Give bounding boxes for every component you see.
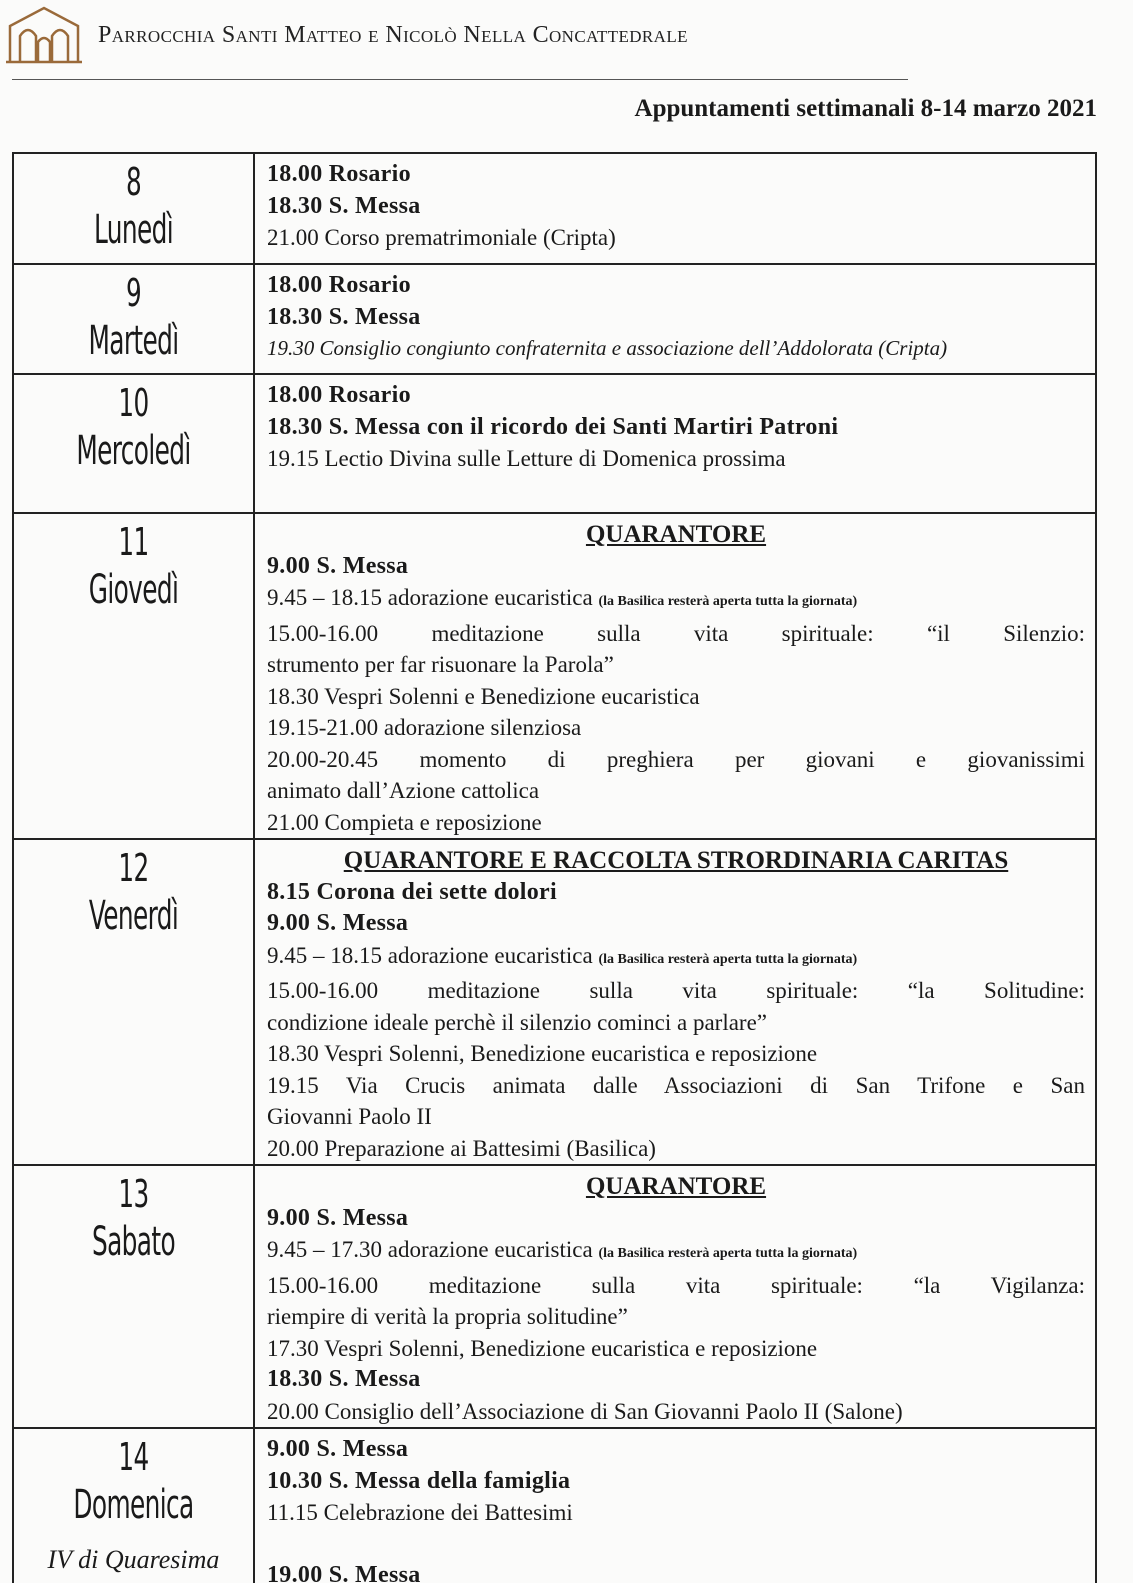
event-line [267, 1529, 1085, 1561]
event-line [267, 551, 1085, 583]
event-line [267, 775, 1085, 807]
event-text: 20.00-20.45 momento di preghiera per giovani e giovanissimi [267, 746, 1085, 772]
events-cell [254, 374, 1096, 513]
event-line [267, 443, 1085, 475]
schedule-row [13, 374, 1096, 513]
event-line [267, 975, 1085, 1007]
events-cell [254, 513, 1096, 839]
day-name: Martedì [88, 318, 179, 364]
day-heading [267, 845, 1085, 877]
event-note: (la Basilica resterà aperta tutta la giornata) [598, 594, 858, 609]
day-cell [13, 264, 254, 374]
event-line [267, 302, 1085, 334]
event-text: 9.45 – 18.15 adorazione eucaristica [267, 585, 599, 610]
day-cell [13, 839, 254, 1165]
header-divider [12, 79, 908, 80]
event-text: 15.00-16.00 meditazione sulla vita spirituale: “il Silenzio: [267, 620, 1085, 646]
event-line [267, 618, 1085, 650]
event-line [267, 940, 1085, 976]
parish-logo-icon [4, 4, 84, 64]
event-line [267, 1038, 1085, 1070]
event-line [267, 744, 1085, 776]
schedule-row [13, 264, 1096, 374]
event-line [267, 1364, 1085, 1396]
day-number: 8 [125, 160, 142, 204]
event-text: condizione ideale perchè il silenzio cominci a parlare” [267, 1009, 768, 1035]
day-number: 11 [118, 520, 149, 564]
event-line [267, 908, 1085, 940]
day-heading [267, 1171, 1085, 1203]
day-name: Mercoledì [76, 428, 191, 474]
day-name: Sabato [91, 1219, 176, 1265]
event-text: 15.00-16.00 meditazione sulla vita spirituale: “la Solitudine: [267, 978, 1085, 1003]
event-text: 19.15 Lectio Divina sulle Letture di Domenica prossima [267, 446, 786, 471]
event-text: 18.00 Rosario [267, 272, 411, 298]
event-text: 10.30 S. Messa della famiglia [267, 1467, 571, 1494]
event-line [267, 807, 1085, 839]
event-text: 9.45 – 18.15 adorazione eucaristica [267, 942, 599, 968]
event-line [267, 222, 1085, 254]
events-cell [254, 1428, 1096, 1583]
event-text: 18.30 S. Messa [267, 192, 421, 219]
event-line [267, 1497, 1085, 1529]
event-text: 19.30 Consiglio congiunto confraternita e associazione dell’Addolorata (Cripta) [267, 336, 948, 360]
event-line [267, 582, 1085, 618]
event-line [267, 380, 1085, 412]
day-number: 13 [118, 1172, 149, 1216]
event-text: 18.00 Rosario [267, 161, 411, 187]
day-cell [13, 1165, 254, 1428]
event-text: 18.30 Vespri Solenni, Benedizione eucaristica e reposizione [267, 1041, 818, 1066]
day-name: Venerdì [88, 893, 179, 939]
event-line [267, 191, 1085, 223]
event-line [267, 1396, 1085, 1428]
event-text: 21.00 Compieta e reposizione [267, 809, 542, 835]
event-text: 11.15 Celebrazione dei Battesimi [267, 1500, 573, 1525]
event-text: Giovanni Paolo II [267, 1104, 432, 1129]
event-text: 15.00-16.00 meditazione sulla vita spirituale: “la Vigilanza: [267, 1272, 1085, 1298]
schedule-row [13, 513, 1096, 839]
event-line [267, 681, 1085, 713]
schedule-row [13, 1165, 1096, 1428]
day-cell [13, 374, 254, 513]
event-line [267, 1270, 1085, 1302]
day-name: Giovedì [88, 567, 179, 613]
event-text: 9.00 S. Messa [267, 1204, 409, 1231]
day-number: 10 [118, 381, 149, 425]
event-line [267, 1007, 1085, 1039]
events-cell [254, 264, 1096, 374]
day-number: 12 [118, 846, 149, 890]
event-text: 18.30 S. Messa [267, 1366, 421, 1392]
event-line [267, 1434, 1085, 1466]
event-text: 19.15 Via Crucis animata dalle Associazioni di San Trifone e San [267, 1072, 1085, 1098]
event-line [267, 333, 1085, 365]
event-line [267, 1133, 1085, 1165]
event-line [267, 1301, 1085, 1333]
event-text: 8.15 Corona dei sette dolori [267, 878, 557, 905]
event-text: 18.30 S. Messa [267, 303, 421, 330]
event-text: strumento per far risuonare la Parola” [267, 652, 614, 677]
event-line [267, 1070, 1085, 1102]
event-line [267, 1101, 1085, 1133]
day-number: 9 [125, 271, 142, 315]
day-name: Lunedì [94, 207, 173, 253]
weekly-schedule-table [12, 152, 1097, 1583]
event-line [267, 1466, 1085, 1498]
event-text: 18.30 Vespri Solenni e Benedizione eucaristica [267, 683, 700, 709]
day-number: 14 [118, 1435, 149, 1479]
event-text: 19.15-21.00 adorazione silenziosa [267, 715, 582, 740]
document-title: Appuntamenti settimanali 8-14 marzo 2021 [634, 95, 1097, 122]
day-cell [13, 153, 254, 264]
event-line [267, 1560, 1085, 1583]
event-line [267, 877, 1085, 909]
event-line [267, 159, 1085, 191]
schedule-row [13, 153, 1096, 264]
event-text: 18.30 S. Messa con il ricordo dei Santi Martiri Patroni [267, 413, 839, 440]
event-text: 20.00 Consiglio dell’Associazione di San Giovanni Paolo II (Salone) [267, 1398, 903, 1424]
event-text: 9.00 S. Messa [267, 1436, 409, 1462]
day-cell [13, 1428, 254, 1583]
event-note: (la Basilica resterà aperta tutta la giornata) [598, 951, 858, 967]
event-line [267, 1234, 1085, 1270]
event-text: 20.00 Preparazione ai Battesimi (Basilica) [267, 1135, 656, 1161]
event-text: 9.45 – 17.30 adorazione eucaristica [267, 1237, 599, 1262]
event-text: QUARANTORE [585, 1173, 767, 1200]
event-text: 9.00 S. Messa [267, 552, 409, 579]
events-cell [254, 839, 1096, 1165]
parish-name: Parrocchia Santi Matteo e Nicolò Nella Concattedrale [98, 22, 688, 48]
event-note: (la Basilica resterà aperta tutta la giornata) [598, 1246, 858, 1261]
event-text: 21.00 Corso prematrimoniale (Cripta) [267, 225, 616, 250]
schedule-row [13, 1428, 1096, 1583]
event-text: QUARANTORE E RACCOLTA STRORDINARIA CARITAS [343, 847, 1009, 874]
event-line [267, 1203, 1085, 1235]
day-name: Domenica [73, 1482, 194, 1528]
event-text: 18.00 Rosario [267, 382, 411, 408]
day-heading [267, 519, 1085, 551]
event-line [267, 649, 1085, 681]
event-text: riempire di verità la propria solitudine” [267, 1304, 628, 1329]
event-text: 9.00 S. Messa [267, 910, 409, 936]
schedule-row [13, 839, 1096, 1165]
events-cell [254, 153, 1096, 264]
event-text: QUARANTORE [585, 521, 767, 548]
event-line [267, 1333, 1085, 1365]
events-cell [254, 1165, 1096, 1428]
event-line [267, 270, 1085, 302]
event-text: 19.00 S. Messa [267, 1562, 421, 1583]
event-text: 17.30 Vespri Solenni, Benedizione eucaristica e reposizione [267, 1335, 818, 1361]
event-line [267, 712, 1085, 744]
day-subtitle: IV di Quaresima [47, 1545, 220, 1574]
event-line [267, 412, 1085, 444]
event-text: animato dall’Azione cattolica [267, 778, 540, 803]
day-cell [13, 513, 254, 839]
